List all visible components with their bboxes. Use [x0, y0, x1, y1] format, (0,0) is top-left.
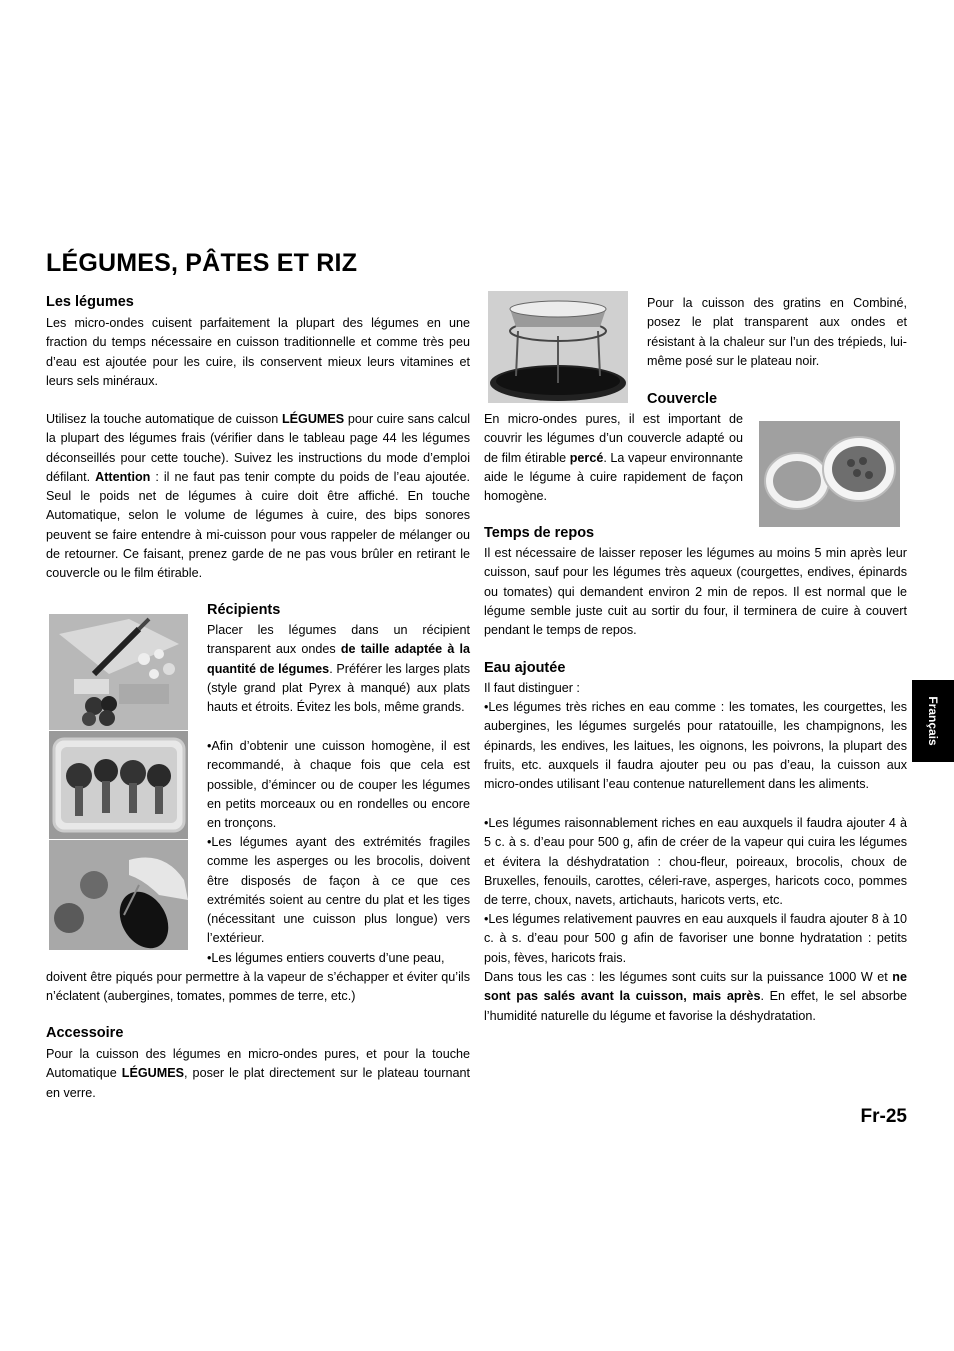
section-heading-couvercle: Couvercle — [647, 391, 718, 407]
gratin-paragraph: Pour la cuisson des gratins en Combiné, posez le plat transparent aux ondes et résistant à la chaleur sur l’un des trépieds, lui-même posé sur le plateau noir. — [647, 296, 907, 368]
language-tab-label: Français — [926, 696, 940, 746]
section-heading-repos: Temps de repos — [484, 525, 595, 541]
pricking-vegetables-photo — [49, 840, 188, 950]
page-title: LÉGUMES, PÂTES ET RIZ — [46, 249, 358, 277]
legumes-paragraph-2: Utilisez la touche automatique de cuisson LÉGUMES pour cuire sans calcul la plupart des légumes frais (vérifier dans le tableau page 44 les légumes déconseillés pour cette touche). Suivez les instructions du mode d’emploi défilant. Attention : il ne faut pas tenir compte du poids de l’eau ajoutée. Seul le poids net de légumes à cuire doit être affiché. En touche Automatique, selon le volume de légumes à cuire, des bips sonores peuvent se faire entendre à mi-cuisson pour vous rappeler de mélanger ou de retourner. Ce faisant, prenez garde de ne pas vous brûler en retirant le couvercle ou le film étirable. — [46, 412, 471, 581]
section-heading-accessoire: Accessoire — [46, 1025, 124, 1041]
eau-bullet-1: •Les légumes très riches en eau comme : les tomates, les courgettes, les aubergines, les légumes surgelés pour ratatouille, les champignons, les épinards, les endives, les laitues, les oignons, les poivrons, la plupart des fruits, etc. auxquels il faudra ajouter peu ou pas d’eau, la cuisson aux micro-ondes utilisant l’eau contenue naturellement dans les aliments. — [484, 700, 907, 792]
recipients-paragraph: Placer les légumes dans un récipient transparent aux ondes de taille adaptée à la quantité de légumes. Préférer les larges plats (style grand plat Pyrex à manqué) aux plats hauts et étroits. Évitez les bols, même grands. — [207, 623, 470, 715]
eau-intro: Il faut distinguer : — [484, 681, 580, 695]
eau-conclusion: Dans tous les cas : les légumes sont cuits sur la puissance 1000 W et ne sont pas salés avant la cuisson, mais après. En effet, le sel absorbe l’humidité naturelle du légume et favorise la déshydratation. — [484, 970, 908, 1023]
recipients-bullet-3-start: •Les légumes entiers couverts d’une peau, — [207, 951, 445, 965]
eau-bullet-3: •Les légumes relativement pauvres en eau auxquels il faudra ajouter 8 à 10 c. à s. d’eau pour 500 g afin de favoriser une bonne hydratation : petits pois, fèves, haricots frais. — [484, 912, 907, 965]
recipients-bullet-1: •Afin d’obtenir une cuisson homogène, il est recommandé, à chaque fois que cela est possible, d’émincer ou de couper les légumes en petits morceaux ou en rondelles ou encore en tronçons. — [207, 739, 470, 831]
repos-paragraph: Il est nécessaire de laisser reposer les légumes au moins 5 min après leur cuisson, sauf pour les légumes très aqueux (courgettes, endives, épinards ou tomates) qui demandent environ 2 min de repos. Il est normal que le légume semble juste cuit au sortir du four, il terminera de cuire à couvert pendant le temps de repos. — [484, 546, 907, 638]
page-number: Fr-25 — [860, 1106, 907, 1127]
broccoli-dish-photo — [49, 731, 188, 839]
section-heading-recipients: Récipients — [207, 602, 281, 618]
eau-bullet-2: •Les légumes raisonnablement riches en eau auxquels il faudra ajouter 4 à 5 c. à s. d’eau pour 500 g, afin de créer de la vapeur qui cuira les légumes et évitera la déshydratation : chou-fleur, poireaux, brocolis, choux de Bruxelles, fenouils, carottes, céleri-rave, asperges, haricots coco, pommes de terre, choux, navets, artichauts, haricots verts, etc. — [484, 816, 907, 908]
legumes-paragraph-1: Les micro-ondes cuisent parfaitement la plupart des légumes en une fraction du temps nécessaire en cuisson traditionnelle et comme très peu d’eau est ajoutée pour les cuire, ils conservent mieux leurs vitamines et leurs sels minéraux. — [46, 316, 470, 388]
vegetables-cutting-photo — [49, 614, 188, 730]
section-heading-eau: Eau ajoutée — [484, 660, 566, 676]
covered-dishes-photo — [759, 421, 900, 527]
recipients-bullet-3-end: doivent être piqués pour permettre à la vapeur de s’échapper et éviter qu’ils n’éclatent (aubergines, tomates, pommes de terre, etc.) — [46, 970, 470, 1004]
language-tab — [912, 680, 954, 762]
couvercle-paragraph: En micro-ondes pures, il est important de couvrir les légumes d’un couvercle adapté ou de film étirable percé. La vapeur environnante aide le légume à cuire rapidement de façon homogène. — [484, 412, 743, 504]
section-heading-legumes: Les légumes — [46, 294, 134, 310]
recipients-bullet-2: •Les légumes ayant des extrémités fragiles comme les asperges ou les brocolis, doivent être disposés de façon à ce que ces extrémités soient au centre du plat et les tiges (nécessitant une cuisson plus longue) vers l’extérieur. — [207, 835, 470, 946]
accessoire-paragraph: Pour la cuisson des légumes en micro-ondes pures, et pour la touche Automatique LÉGUMES, poser le plat directement sur le plateau tournant en verre. — [46, 1047, 470, 1100]
tripod-dish-photo — [488, 291, 628, 403]
